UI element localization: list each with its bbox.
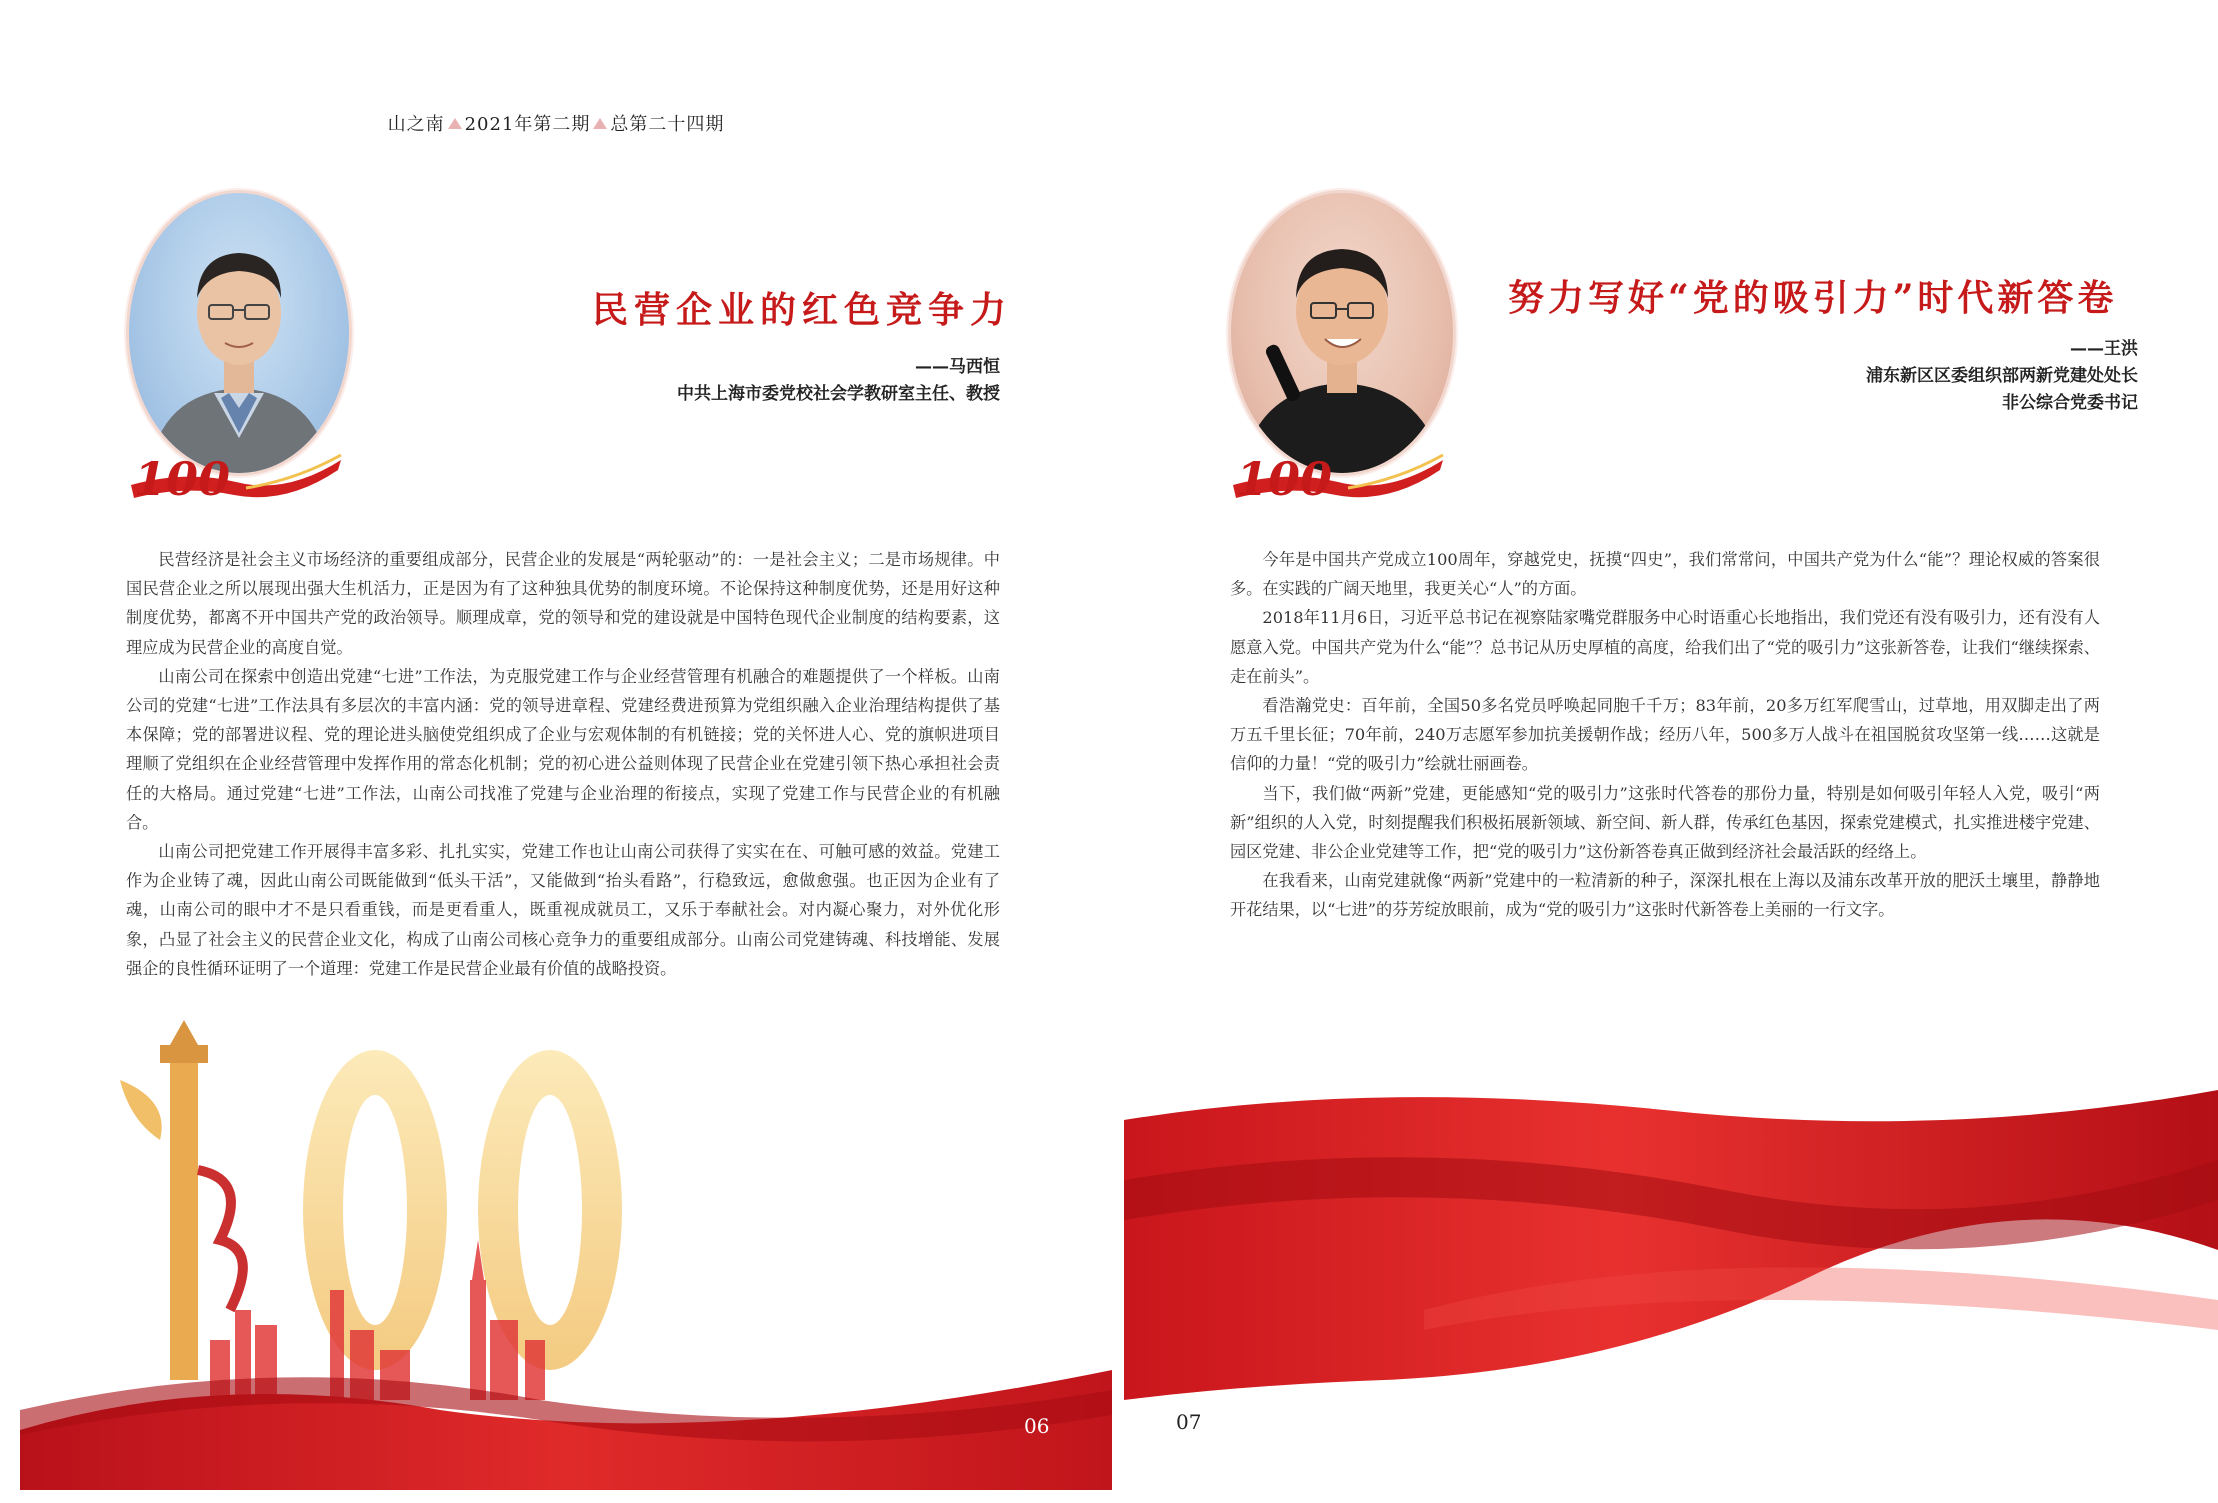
right-paragraph: 2018年11月6日，习近平总书记在视察陆家嘴党群服务中心时语重心长地指出，我们党还有没有吸引力，还有没有人愿意入党。中国共产党为什么“能”？总书记从历史厚植的高度，给我们出了“党的吸引力”这张新答卷，让我们“继续探索、走在前头”。 [1230, 608, 2100, 686]
left-paragraph: 山南公司在探索中创造出党建“七进”工作法，为克服党建工作与企业经营管理有机融合的难题提供了一个样板。山南公司的党建“七进”工作法具有多层次的丰富内涵：党的领导进章程、党建经费进预算为党组织融入企业治理结构提供了基本保障；党的部署进议程、党的理论进头脑使党组织成了企业与宏观体制的有机链接；党的关怀进人心、党的旗帜进项目理顺了党组织在企业经营管理中发挥作用的常态化机制；党的初心进公益则体现了民营企业在党建引领下热心承担社会责任的大格局。通过党建“七进”工作法，山南公司找准了党建与企业治理的衔接点，实现了党建工作与民营企业的有机融合。 [126, 666, 1000, 832]
author-portrait-left [126, 190, 352, 476]
right-paragraph: 看浩瀚党史：百年前，全国50多名党员呼唤起同胞千千万；83年前，20多万红军爬雪山，过草地，用双脚走出了两万五千里长征；70年前，240万志愿军参加抗美援朝作战；经历八年，500多万人战斗在祖国脱贫攻坚第一线……这就是信仰的力量！“党的吸引力”绘就壮丽画卷。 [1230, 696, 2100, 774]
left-article-title: 民营企业的红色竞争力 [592, 289, 1013, 331]
right-page [1124, 0, 2218, 1503]
right-author: ——王洪 [2070, 339, 2138, 359]
huabiao-pillar [120, 1020, 243, 1380]
header-pub: 山之南 [387, 114, 445, 135]
red-ribbon-banner [1124, 1070, 2218, 1490]
page-number-right: 07 [1176, 1410, 1202, 1434]
logo-100-text: 100 [134, 452, 231, 506]
right-paragraph: 当下，我们做“两新”党建，更能感知“党的吸引力”这张时代答卷的那份力量，特别是如何吸引年轻人入党，吸引“两新”组织的人入党，时刻提醒我们积极拓展新领域、新空间、新人群，传承红色基因，探索党建模式，扎实推进楼宇党建、园区党建、非公企业党建等工作，把“党的吸引力”这份新答卷真正做到经济社会最活跃的经络上。 [1230, 783, 2100, 862]
right-article-body [1230, 545, 2100, 925]
logo-100-text: 100 [1236, 452, 1333, 506]
left-paragraph: 山南公司把党建工作开展得丰富多彩、扎扎实实，党建工作也让山南公司获得了实实在在、可触可感的效益。党建工作为企业铸了魂，因此山南公司既能做到“低头干活”，又能做到“抬头看路”，行稳致远，愈做愈强。也正因为企业有了魂，山南公司的眼中才不是只看重钱，而是更看重人，既重视成就员工，又乐于奉献社会。对内凝心聚力，对外优化形象，凸显了社会主义的民营企业文化，构成了山南公司核心竞争力的重要组成部分。山南公司党建铸魂、科技增能、发展强企的良性循环证明了一个道理：党建工作是民营企业最有价值的战略投资。 [126, 842, 1000, 978]
left-author-title: 中共上海市委党校社会学教研室主任、教授 [677, 384, 1000, 404]
left-paragraph: 民营经济是社会主义市场经济的重要组成部分，民营企业的发展是“两轮驱动”的：一是社会主义；二是市场规律。中国民营企业之所以展现出强大生机活力，正是因为有了这种独具优势的制度环境。不论保持这种制度优势，还是用好这种制度优势，都离不开中国共产党的政治领导。顺理成章，党的领导和党的建设就是中国特色现代企业制度的结构要素，这理应成为民营企业的高度自觉。 [126, 550, 1000, 657]
triangle-separator-icon [593, 118, 607, 129]
magazine-header [0, 110, 1112, 136]
triangle-separator-icon [448, 118, 462, 129]
right-article-title: 努力写好“党的吸引力”时代新答卷 [1508, 277, 2118, 319]
portrait-illustration [129, 193, 349, 473]
right-paragraph: 在我看来，山南党建就像“两新”党建中的一粒清新的种子，深深扎根在上海以及浦东改革开放的肥沃土壤里，静静地开花结果，以“七进”的芬芳绽放眼前，成为“党的吸引力”这张时代新答卷上美丽的一行文字。 [1230, 871, 2100, 920]
author-portrait-right [1228, 190, 1456, 476]
right-author-title-1: 浦东新区区委组织部两新党建处处长 [1866, 366, 2138, 386]
right-paragraph: 今年是中国共产党成立100周年，穿越党史，抚摸“四史”，我们常常问，中国共产党为什么“能”？理论权威的答案很多。在实践的广阔天地里，我更关心“人”的方面。 [1230, 550, 2100, 599]
header-total: 总第二十四期 [610, 114, 725, 135]
portrait-illustration [1231, 193, 1453, 473]
left-author: ——马西恒 [915, 357, 1000, 377]
left-byline [400, 354, 1000, 408]
right-author-title-2: 非公综合党委书记 [2002, 393, 2138, 413]
header-issue: 2021年第二期 [464, 114, 591, 135]
right-byline [1538, 336, 2138, 417]
centenary-100-logo [1228, 440, 1450, 508]
left-article-body [126, 545, 1000, 983]
spread-gutter [1112, 0, 1124, 1503]
centenary-100-logo [126, 440, 346, 508]
page-number-left: 06 [1024, 1414, 1050, 1438]
centenary-decoration [20, 1010, 1112, 1490]
microphone-icon [1264, 343, 1302, 403]
